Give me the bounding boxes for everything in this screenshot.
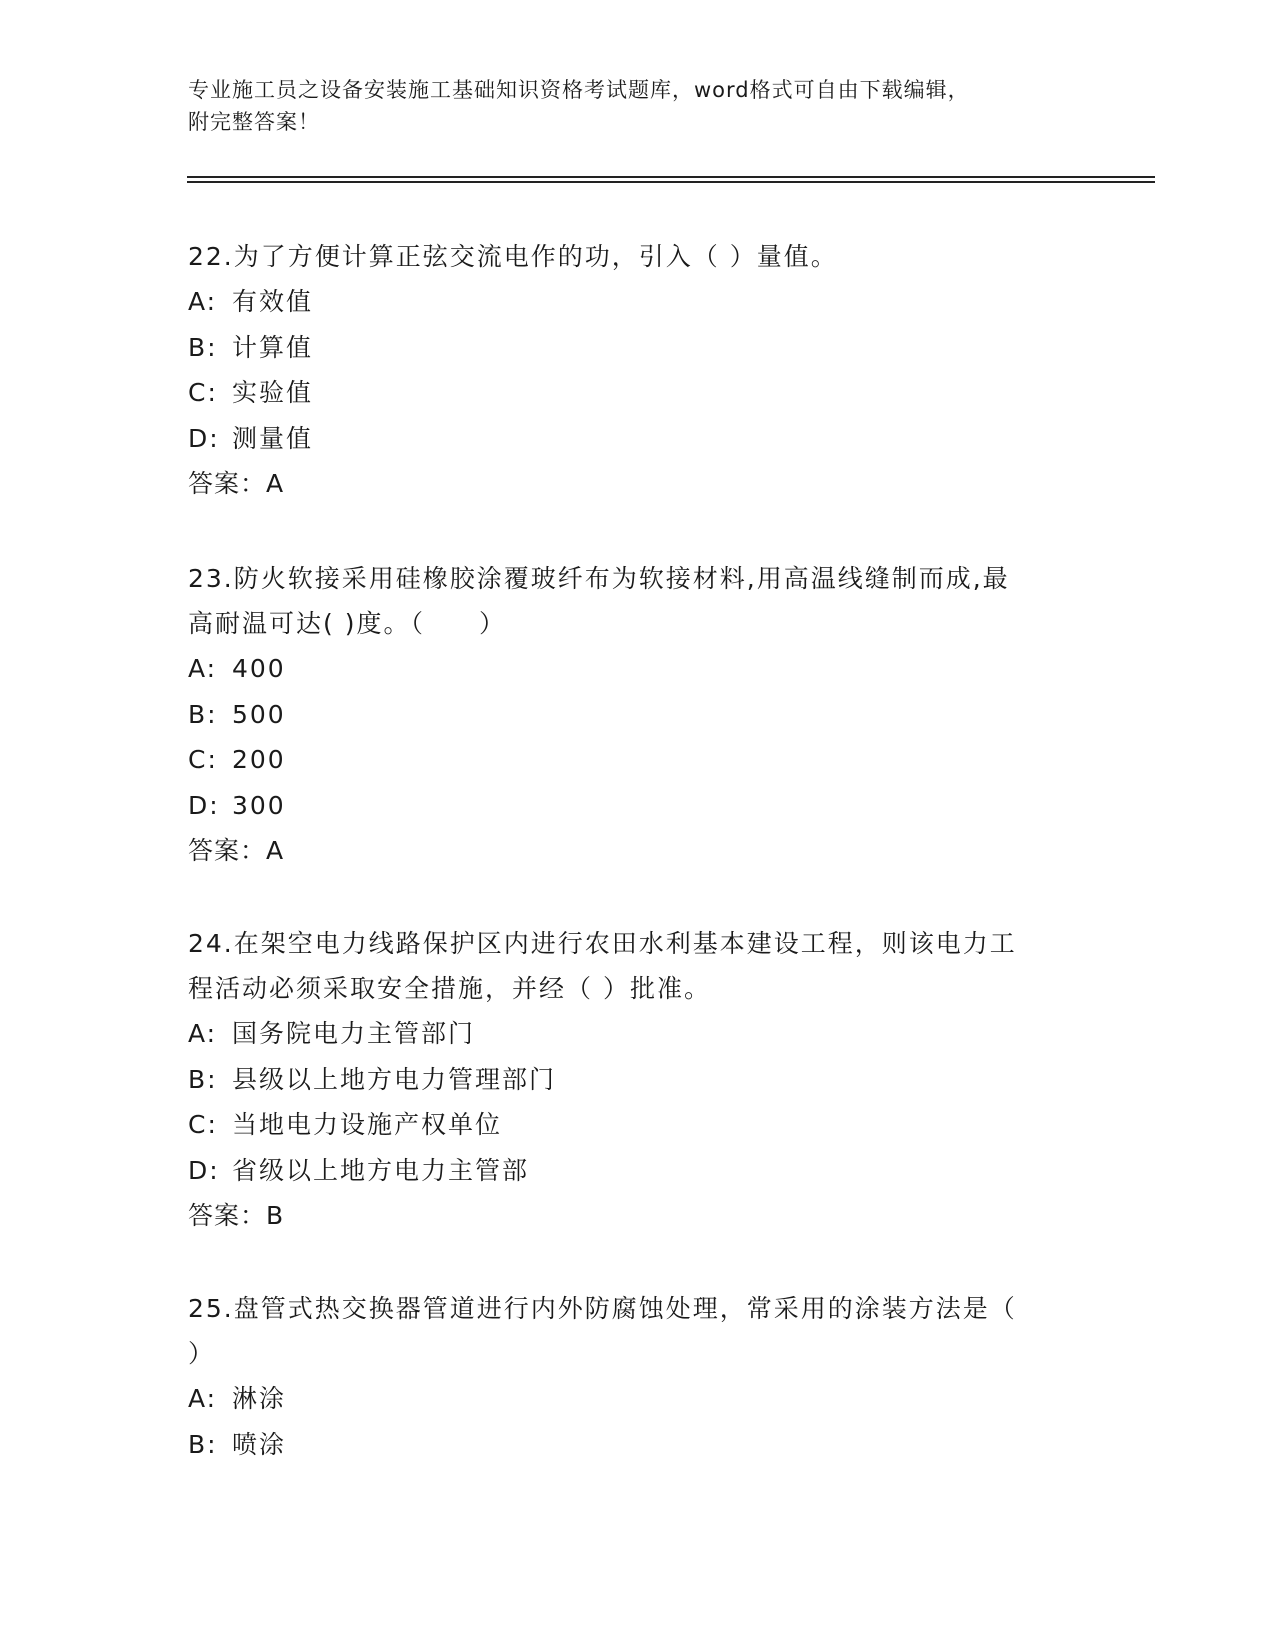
question-title-line-1: 23.防火软接采用硅橡胶涂覆玻纤布为软接材料,用高温线缝制而成,最 (188, 564, 1010, 593)
option-label: D: (188, 423, 220, 453)
question-22 (188, 234, 1088, 506)
option-label: C: (188, 1110, 218, 1139)
document-header (188, 74, 1088, 138)
option-text: 县级以上地方电力管理部门 (232, 1064, 557, 1094)
question-title: 22.为了方便计算正弦交流电作的功，引入（ ）量值。 (188, 242, 838, 271)
question-title-line-2: ） (188, 1339, 216, 1368)
option-text: 实验值 (232, 378, 314, 407)
option-d (188, 1148, 1088, 1194)
question-23 (188, 556, 1088, 873)
option-label: B: (188, 1429, 218, 1459)
question-25 (188, 1286, 1088, 1467)
option-text: 国务院电力主管部门 (232, 1019, 476, 1048)
option-d (188, 416, 1088, 462)
option-a (188, 1011, 1088, 1057)
option-label: D: (188, 1155, 220, 1185)
option-a (188, 1376, 1088, 1422)
answer-line: 答案：A (188, 469, 285, 498)
option-text: 喷涂 (232, 1429, 287, 1459)
question-title-line-1: 24.在架空电力线路保护区内进行农田水利基本建设工程，则该电力工 (188, 929, 1017, 958)
option-b (188, 1422, 1088, 1468)
option-label: A: (188, 1019, 218, 1048)
option-label: D: (188, 790, 220, 820)
header-divider-top (187, 176, 1155, 178)
option-label: C: (188, 745, 218, 774)
option-c (188, 1102, 1088, 1148)
option-label: B: (188, 699, 218, 729)
option-c (188, 370, 1088, 416)
header-line-1: 专业施工员之设备安装施工基础知识资格考试题库，word格式可自由下载编辑， (188, 78, 970, 102)
option-text: 500 (232, 699, 286, 729)
option-text: 当地电力设施产权单位 (232, 1110, 503, 1139)
option-text: 省级以上地方电力主管部 (232, 1155, 530, 1185)
question-title-line-2: 高耐温可达( )度。（ ） (188, 609, 506, 638)
option-text: 测量值 (232, 423, 314, 453)
option-d (188, 783, 1088, 829)
option-text: 淋涂 (232, 1384, 287, 1413)
answer-line: 答案：A (188, 836, 285, 865)
option-text: 300 (232, 790, 286, 820)
option-label: C: (188, 378, 218, 407)
question-title-line-1: 25.盘管式热交换器管道进行内外防腐蚀处理，常采用的涂装方法是（ (188, 1294, 1017, 1323)
header-line-2: 附完整答案！ (188, 110, 320, 134)
option-label: A: (188, 1384, 218, 1413)
option-b (188, 1057, 1088, 1103)
question-24 (188, 921, 1088, 1238)
header-divider-bottom (187, 181, 1155, 183)
option-label: B: (188, 332, 218, 362)
option-text: 400 (232, 654, 286, 683)
answer-line: 答案：B (188, 1201, 285, 1230)
option-label: B: (188, 1064, 218, 1094)
option-label: A: (188, 287, 218, 316)
option-label: A: (188, 654, 218, 683)
option-b (188, 692, 1088, 738)
option-a (188, 279, 1088, 325)
option-b (188, 325, 1088, 371)
option-text: 200 (232, 745, 286, 774)
option-text: 计算值 (232, 332, 314, 362)
option-text: 有效值 (232, 287, 314, 316)
question-title-line-2: 程活动必须采取安全措施，并经（ ）批准。 (188, 974, 711, 1003)
option-a (188, 646, 1088, 692)
option-c (188, 737, 1088, 783)
